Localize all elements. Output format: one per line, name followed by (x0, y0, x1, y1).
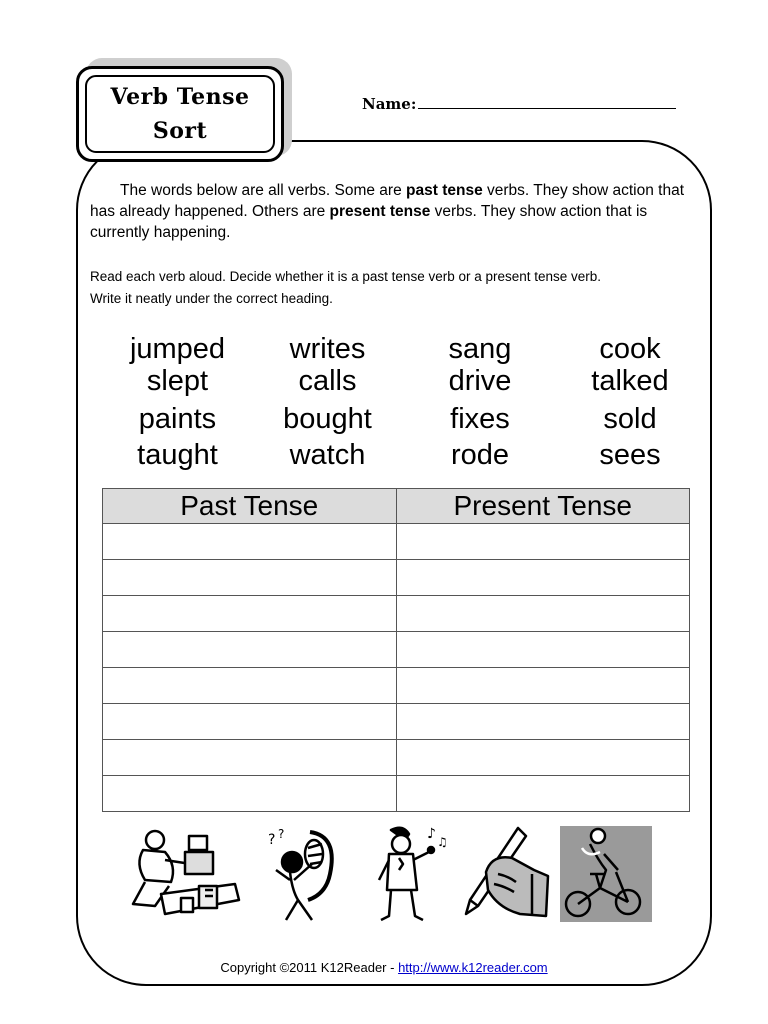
footer (0, 960, 768, 975)
word: watch (289, 439, 366, 471)
intro-text-2: verbs. They show action that has already happened. Others are (90, 182, 685, 220)
table-row (103, 776, 690, 812)
present-tense-cell[interactable] (396, 632, 690, 668)
intro-bold-present: present tense (329, 203, 431, 220)
word: calls (298, 365, 357, 397)
table-row (103, 524, 690, 560)
word: slept (146, 365, 209, 397)
k12reader-link[interactable]: http://www.k12reader.com (398, 960, 548, 975)
svg-text:?: ? (278, 827, 285, 841)
title-box (76, 66, 284, 162)
instructions-line-1: Read each verb aloud. Decide whether it is a past tense verb or a present tense verb. (90, 269, 602, 284)
instructions (90, 266, 690, 310)
past-tense-cell[interactable] (103, 740, 397, 776)
table-row (103, 668, 690, 704)
word: fixes (450, 403, 510, 435)
present-tense-cell[interactable] (396, 524, 690, 560)
word: drive (448, 365, 512, 397)
illustrations (120, 824, 660, 934)
word: sold (603, 403, 657, 435)
past-tense-cell[interactable] (103, 560, 397, 596)
present-tense-cell[interactable] (396, 704, 690, 740)
present-tense-cell[interactable] (396, 560, 690, 596)
instructions-line-2: Write it neatly under the correct heading. (90, 291, 333, 306)
word: rode (450, 439, 510, 471)
past-tense-cell[interactable] (103, 704, 397, 740)
header-present-tense: Present Tense (396, 489, 690, 524)
table-row (103, 596, 690, 632)
present-tense-cell[interactable] (396, 740, 690, 776)
intro-bold-past: past tense (406, 182, 483, 199)
table-row (103, 632, 690, 668)
copyright-text: Copyright ©2011 K12Reader - (220, 960, 399, 975)
intro-paragraph (90, 180, 690, 243)
header-past-tense: Past Tense (103, 489, 397, 524)
writing-hand-icon (458, 824, 553, 924)
svg-text:♪: ♪ (427, 826, 436, 842)
past-tense-cell[interactable] (103, 776, 397, 812)
phone-call-icon (268, 824, 348, 924)
table-row (103, 560, 690, 596)
word: sang (448, 333, 512, 365)
singer-icon (375, 824, 455, 924)
title-line-2: Sort (152, 118, 208, 144)
present-tense-cell[interactable] (396, 596, 690, 632)
word: cook (599, 333, 661, 365)
table-row (103, 740, 690, 776)
sort-table-header-row (103, 489, 690, 524)
svg-text:♫: ♫ (437, 835, 448, 849)
word: writes (289, 333, 366, 365)
title-line-1: Verb Tense (110, 84, 250, 110)
table-row (103, 704, 690, 740)
past-tense-cell[interactable] (103, 668, 397, 704)
word-bank (100, 332, 692, 472)
cashier-icon (125, 824, 243, 924)
sort-table (102, 488, 690, 812)
name-field (362, 92, 676, 113)
title-inner (85, 75, 275, 153)
word: sees (599, 439, 661, 471)
name-label: Name: (362, 95, 417, 113)
past-tense-cell[interactable] (103, 524, 397, 560)
svg-text:?: ? (268, 832, 276, 848)
past-tense-cell[interactable] (103, 596, 397, 632)
word: bought (283, 403, 372, 435)
bicycle-rider-icon (560, 824, 652, 924)
intro-text-1: The words below are all verbs. Some are (120, 182, 407, 199)
past-tense-cell[interactable] (103, 632, 397, 668)
present-tense-cell[interactable] (396, 776, 690, 812)
present-tense-cell[interactable] (396, 668, 690, 704)
word: talked (591, 365, 669, 397)
intro-text-3: verbs. They show action that is currently happening. (90, 203, 648, 241)
word: taught (137, 439, 218, 471)
word: jumped (129, 333, 226, 365)
name-write-line (418, 92, 676, 109)
word: paints (138, 403, 217, 435)
